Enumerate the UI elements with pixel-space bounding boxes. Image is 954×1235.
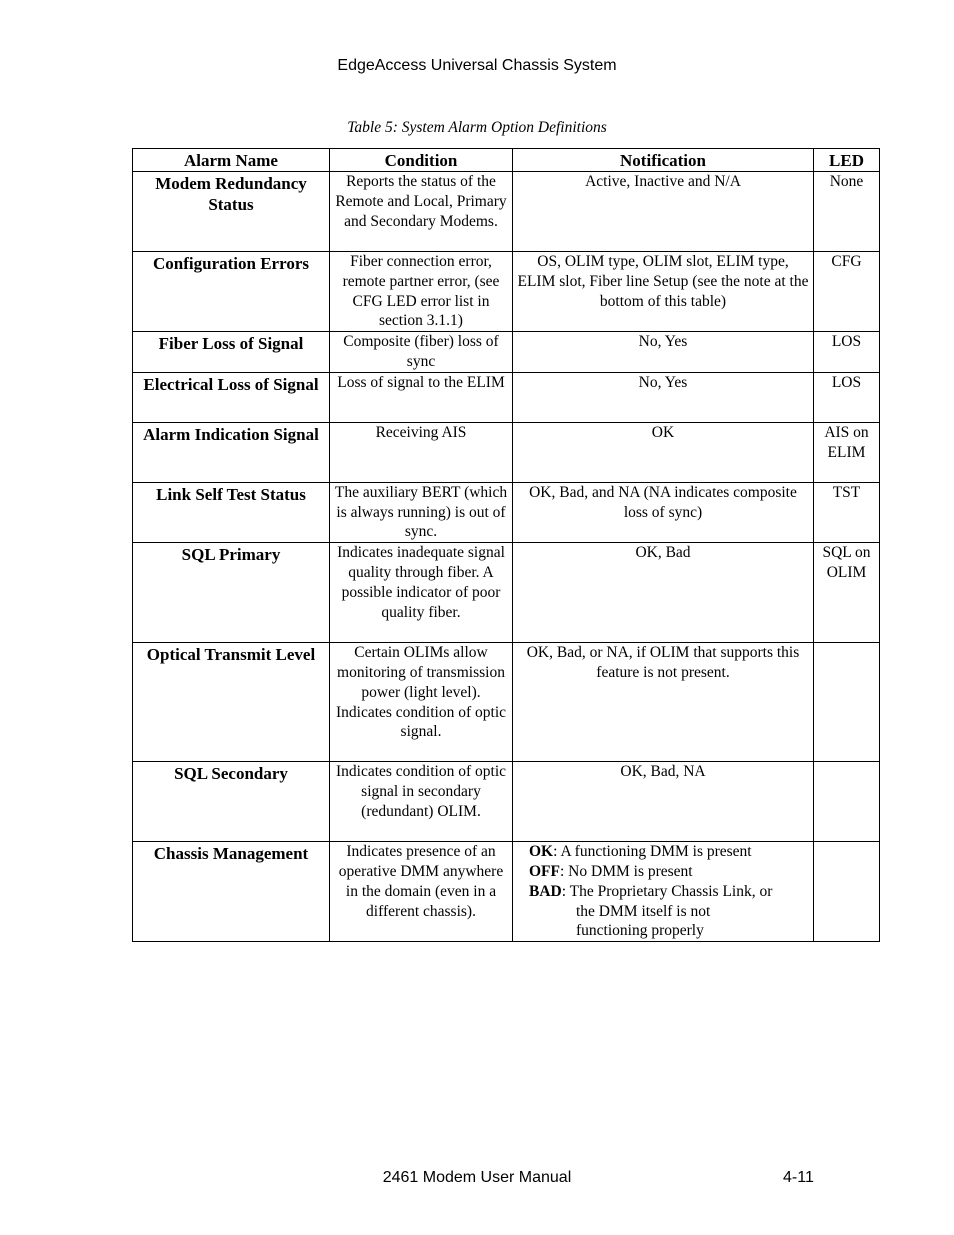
led-cell: LOS: [814, 372, 880, 422]
condition-cell: Composite (fiber) loss of sync: [330, 332, 513, 373]
notification-cell: OK: [513, 422, 814, 482]
led-cell: SQL on OLIM: [814, 543, 880, 643]
table-row: [133, 543, 880, 643]
notification-cell: [513, 842, 814, 942]
notification-cell: No, Yes: [513, 372, 814, 422]
notification-list: [517, 842, 809, 941]
status-key-ok: OK: [529, 843, 554, 861]
table-caption: Table 5: System Alarm Option Definitions: [347, 119, 607, 136]
table-header-row: [133, 149, 880, 172]
notification-line-off: [529, 862, 809, 882]
condition-cell: Indicates presence of an operative DMM anywhere in the domain (even in a different chassis).: [330, 842, 513, 942]
alarm-name-cell: Alarm Indication Signal: [133, 422, 330, 482]
led-cell: CFG: [814, 252, 880, 332]
notification-line-ok: [529, 842, 809, 862]
led-cell: [814, 762, 880, 842]
led-cell: AIS on ELIM: [814, 422, 880, 482]
notification-line-bad-continued: the DMM itself is not: [576, 902, 711, 920]
condition-cell: Indicates condition of optic signal in secondary (redundant) OLIM.: [330, 762, 513, 842]
column-header-alarm-name: Alarm Name: [133, 149, 330, 172]
alarm-name-cell: SQL Primary: [133, 543, 330, 643]
notification-cell: Active, Inactive and N/A: [513, 172, 814, 252]
alarm-name-cell: Link Self Test Status: [133, 482, 330, 542]
notification-cell: OS, OLIM type, OLIM slot, ELIM type, ELIM slot, Fiber line Setup (see the note at the bottom of this table): [513, 252, 814, 332]
led-cell: LOS: [814, 332, 880, 373]
table-row: [133, 422, 880, 482]
notification-cell: No, Yes: [513, 332, 814, 373]
status-text-ok: : A functioning DMM is present: [553, 843, 752, 861]
table-row: [133, 372, 880, 422]
condition-cell: The auxiliary BERT (which is always running) is out of sync.: [330, 482, 513, 542]
alarm-name-cell: Fiber Loss of Signal: [133, 332, 330, 373]
condition-cell: Loss of signal to the ELIM: [330, 372, 513, 422]
led-cell: None: [814, 172, 880, 252]
status-key-bad: BAD: [529, 882, 562, 900]
table-row: [133, 482, 880, 542]
status-key-off: OFF: [529, 862, 560, 880]
footer-manual-title: 2461 Modem User Manual: [382, 1169, 572, 1186]
alarm-definitions-table: [132, 148, 880, 942]
alarm-name-cell: Chassis Management: [133, 842, 330, 942]
notification-line-bad-continued: functioning properly: [576, 922, 704, 940]
table-row: [133, 762, 880, 842]
notification-cell: OK, Bad, NA: [513, 762, 814, 842]
table-row: [133, 252, 880, 332]
table-row: [133, 842, 880, 942]
led-cell: [814, 643, 880, 762]
status-text-off: : No DMM is present: [560, 862, 693, 880]
status-text-bad: : The Proprietary Chassis Link, or: [561, 882, 773, 900]
column-header-led: LED: [814, 149, 880, 172]
condition-cell: Certain OLIMs allow monitoring of transmission power (light level). Indicates condition of optic signal.: [330, 643, 513, 762]
alarm-name-cell: Electrical Loss of Signal: [133, 372, 330, 422]
notification-cell: OK, Bad: [513, 543, 814, 643]
table-row: [133, 332, 880, 373]
led-cell: TST: [814, 482, 880, 542]
alarm-name-cell: Modem Redundancy Status: [133, 172, 330, 252]
notification-line-bad: [529, 882, 809, 902]
footer-page-number: 4-11: [783, 1169, 814, 1186]
notification-cell: OK, Bad, or NA, if OLIM that supports this feature is not present.: [513, 643, 814, 762]
table-row: [133, 643, 880, 762]
condition-cell: Indicates inadequate signal quality through fiber. A possible indicator of poor quality fiber.: [330, 543, 513, 643]
alarm-name-cell: Configuration Errors: [133, 252, 330, 332]
condition-cell: Fiber connection error, remote partner error, (see CFG LED error list in section 3.1.1): [330, 252, 513, 332]
condition-cell: Receiving AIS: [330, 422, 513, 482]
condition-cell: Reports the status of the Remote and Local, Primary and Secondary Modems.: [330, 172, 513, 252]
page-header: EdgeAccess Universal Chassis System: [337, 57, 617, 74]
led-cell: [814, 842, 880, 942]
alarm-name-cell: Optical Transmit Level: [133, 643, 330, 762]
column-header-notification: Notification: [513, 149, 814, 172]
notification-cell: OK, Bad, and NA (NA indicates composite loss of sync): [513, 482, 814, 542]
alarm-name-cell: SQL Secondary: [133, 762, 330, 842]
column-header-condition: Condition: [330, 149, 513, 172]
table-row: [133, 172, 880, 252]
